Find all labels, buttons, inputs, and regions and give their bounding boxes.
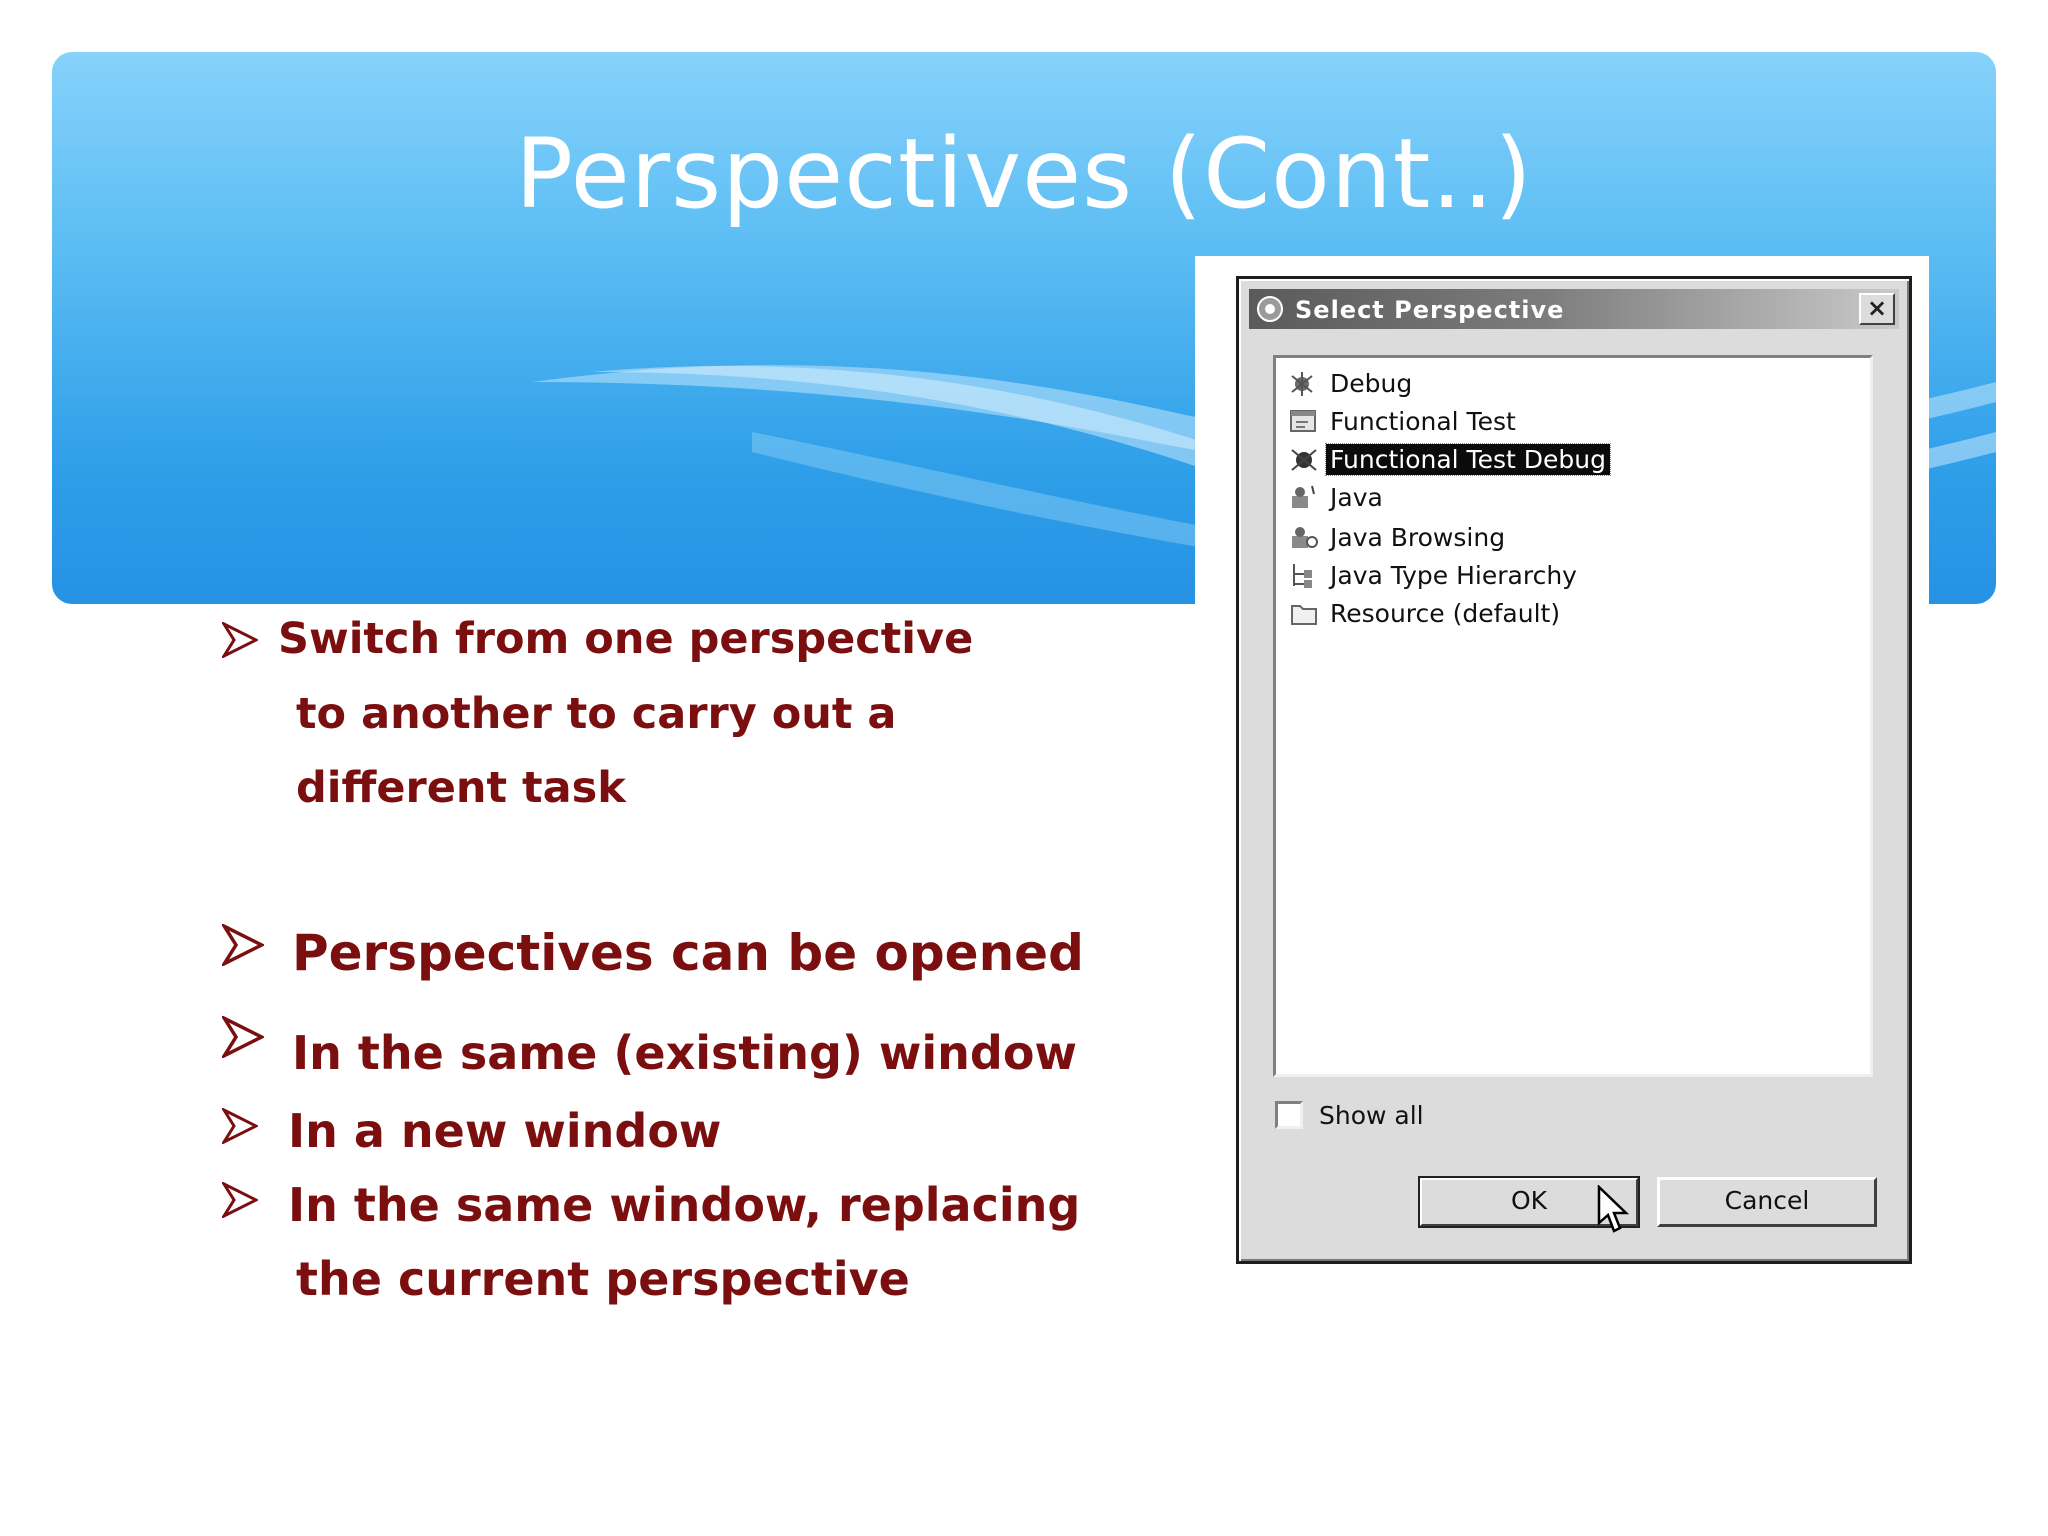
show-all-label: Show all xyxy=(1319,1101,1424,1130)
arrow-bullet-icon xyxy=(222,1016,264,1058)
list-item-label: Java Type Hierarchy xyxy=(1330,561,1577,590)
ok-button[interactable]: OK xyxy=(1419,1177,1639,1227)
java-icon xyxy=(1288,482,1320,514)
arrow-bullet-icon xyxy=(222,622,258,658)
show-all-checkbox[interactable] xyxy=(1275,1101,1303,1129)
list-item-java[interactable] xyxy=(1284,480,1844,516)
page-title: Perspectives (Cont..) xyxy=(515,118,1533,230)
list-item-functional-test[interactable] xyxy=(1284,404,1844,440)
list-item-functional-test-debug[interactable] xyxy=(1284,442,1844,478)
list-item-java-type-hierarchy[interactable] xyxy=(1284,558,1844,594)
functional-test-icon xyxy=(1288,406,1320,438)
list-item-label: Resource (default) xyxy=(1330,599,1561,628)
list-item-label: Java xyxy=(1330,483,1383,512)
bullet-5-line-2: the current perspective xyxy=(296,1252,910,1306)
perspective-window-icon xyxy=(1255,294,1285,324)
mouse-pointer-icon xyxy=(1597,1185,1631,1235)
functional-test-debug-icon xyxy=(1288,444,1320,476)
bullet-3: In the same (existing) window xyxy=(292,1026,1077,1080)
list-item-resource[interactable] xyxy=(1284,596,1844,632)
list-item-label: Functional Test xyxy=(1330,407,1516,436)
list-item-java-browsing[interactable] xyxy=(1284,520,1844,556)
bullet-5-line-1: In the same window, replacing xyxy=(288,1178,1081,1232)
perspective-list[interactable] xyxy=(1273,355,1873,1077)
bullet-1-line-3: different task xyxy=(296,763,626,813)
dialog-titlebar[interactable] xyxy=(1249,289,1899,329)
bullet-1-line-2: to another to carry out a xyxy=(296,689,897,739)
arrow-bullet-icon xyxy=(222,1108,258,1144)
arrow-bullet-icon xyxy=(222,1182,258,1218)
close-button[interactable]: × xyxy=(1859,293,1895,325)
list-item-label: Java Browsing xyxy=(1330,523,1506,552)
dialog-title: Select Perspective xyxy=(1295,296,1565,324)
debug-icon xyxy=(1288,368,1320,400)
bullet-2: Perspectives can be opened xyxy=(292,924,1084,982)
list-item-debug[interactable] xyxy=(1284,366,1844,402)
arrow-bullet-icon xyxy=(222,924,264,966)
java-type-hierarchy-icon xyxy=(1288,560,1320,592)
list-item-label: Functional Test Debug xyxy=(1326,444,1610,475)
resource-icon xyxy=(1288,598,1320,630)
show-all-checkbox-row[interactable] xyxy=(1275,1099,1575,1133)
bullet-1-line-1: Switch from one perspective xyxy=(278,614,974,664)
java-browsing-icon xyxy=(1288,522,1320,554)
bullet-4: In a new window xyxy=(288,1104,722,1158)
list-item-label: Debug xyxy=(1330,369,1413,398)
cancel-button[interactable]: Cancel xyxy=(1657,1177,1877,1227)
select-perspective-dialog xyxy=(1236,276,1912,1264)
